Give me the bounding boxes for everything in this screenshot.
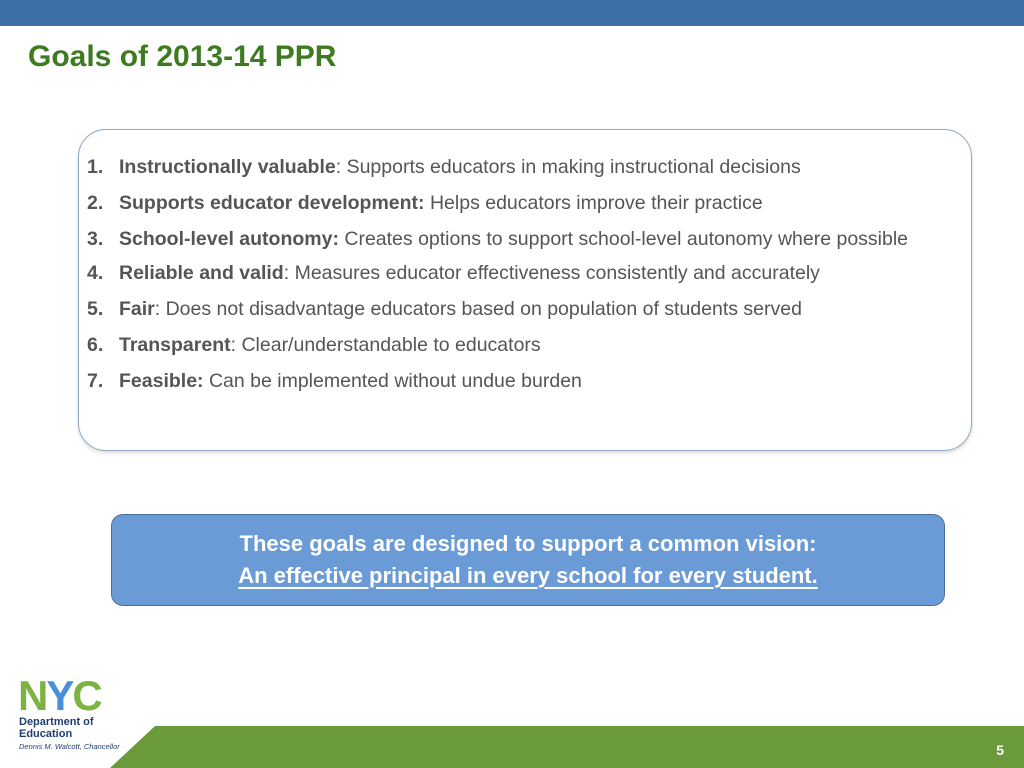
goal-term: School-level autonomy: <box>119 228 339 250</box>
vision-callout <box>111 514 945 606</box>
goal-term: Instructionally valuable <box>119 156 336 178</box>
goal-item <box>87 190 957 216</box>
goal-term: Transparent <box>119 334 231 356</box>
goal-description: : Does not disadvantage educators based on population of students served <box>154 298 802 320</box>
nyc-logo-letters: NYC <box>18 672 101 719</box>
goal-number: 7. <box>87 370 104 392</box>
goal-item <box>87 226 957 252</box>
page-number: 5 <box>996 742 1004 758</box>
goal-number: 5. <box>87 298 104 320</box>
goal-description: Helps educators improve their practice <box>424 192 763 214</box>
goal-description: : Clear/understandable to educators <box>230 334 541 356</box>
vision-tagline: An effective principal in every school for every student. <box>238 563 818 588</box>
top-bar <box>0 0 1024 26</box>
logo-department-text: Department of Education <box>19 716 94 740</box>
goal-item <box>87 154 957 180</box>
goal-term: Reliable and valid <box>119 262 284 284</box>
goal-description: : Supports educators in making instructional decisions <box>335 156 801 178</box>
goal-number: 4. <box>87 262 104 284</box>
goal-description: Can be implemented without undue burden <box>203 370 582 392</box>
goal-number: 3. <box>87 228 104 250</box>
nyc-doe-logo <box>18 672 148 756</box>
goal-term: Supports educator development: <box>119 192 425 214</box>
goal-item <box>87 296 957 322</box>
bottom-band-shape <box>110 726 1024 768</box>
goal-item <box>87 332 957 358</box>
goal-term: Feasible: <box>119 370 204 392</box>
bottom-band <box>0 726 1024 768</box>
vision-statement: These goals are designed to support a common vision: <box>239 531 817 556</box>
slide-title: Goals of 2013-14 PPR <box>28 40 337 73</box>
goal-number: 6. <box>87 334 104 356</box>
goal-description: : Measures educator effectiveness consistently and accurately <box>283 262 820 284</box>
goal-item <box>87 260 957 286</box>
goal-term: Fair <box>119 298 155 320</box>
goals-box <box>78 129 972 451</box>
goal-number: 2. <box>87 192 104 214</box>
goal-item <box>87 368 957 394</box>
goal-number: 1. <box>87 156 104 178</box>
goals-list <box>87 154 957 404</box>
goal-description: Creates options to support school-level autonomy where possible <box>338 228 909 250</box>
logo-chancellor-text: Dennis M. Walcott, Chancellor <box>19 742 120 751</box>
